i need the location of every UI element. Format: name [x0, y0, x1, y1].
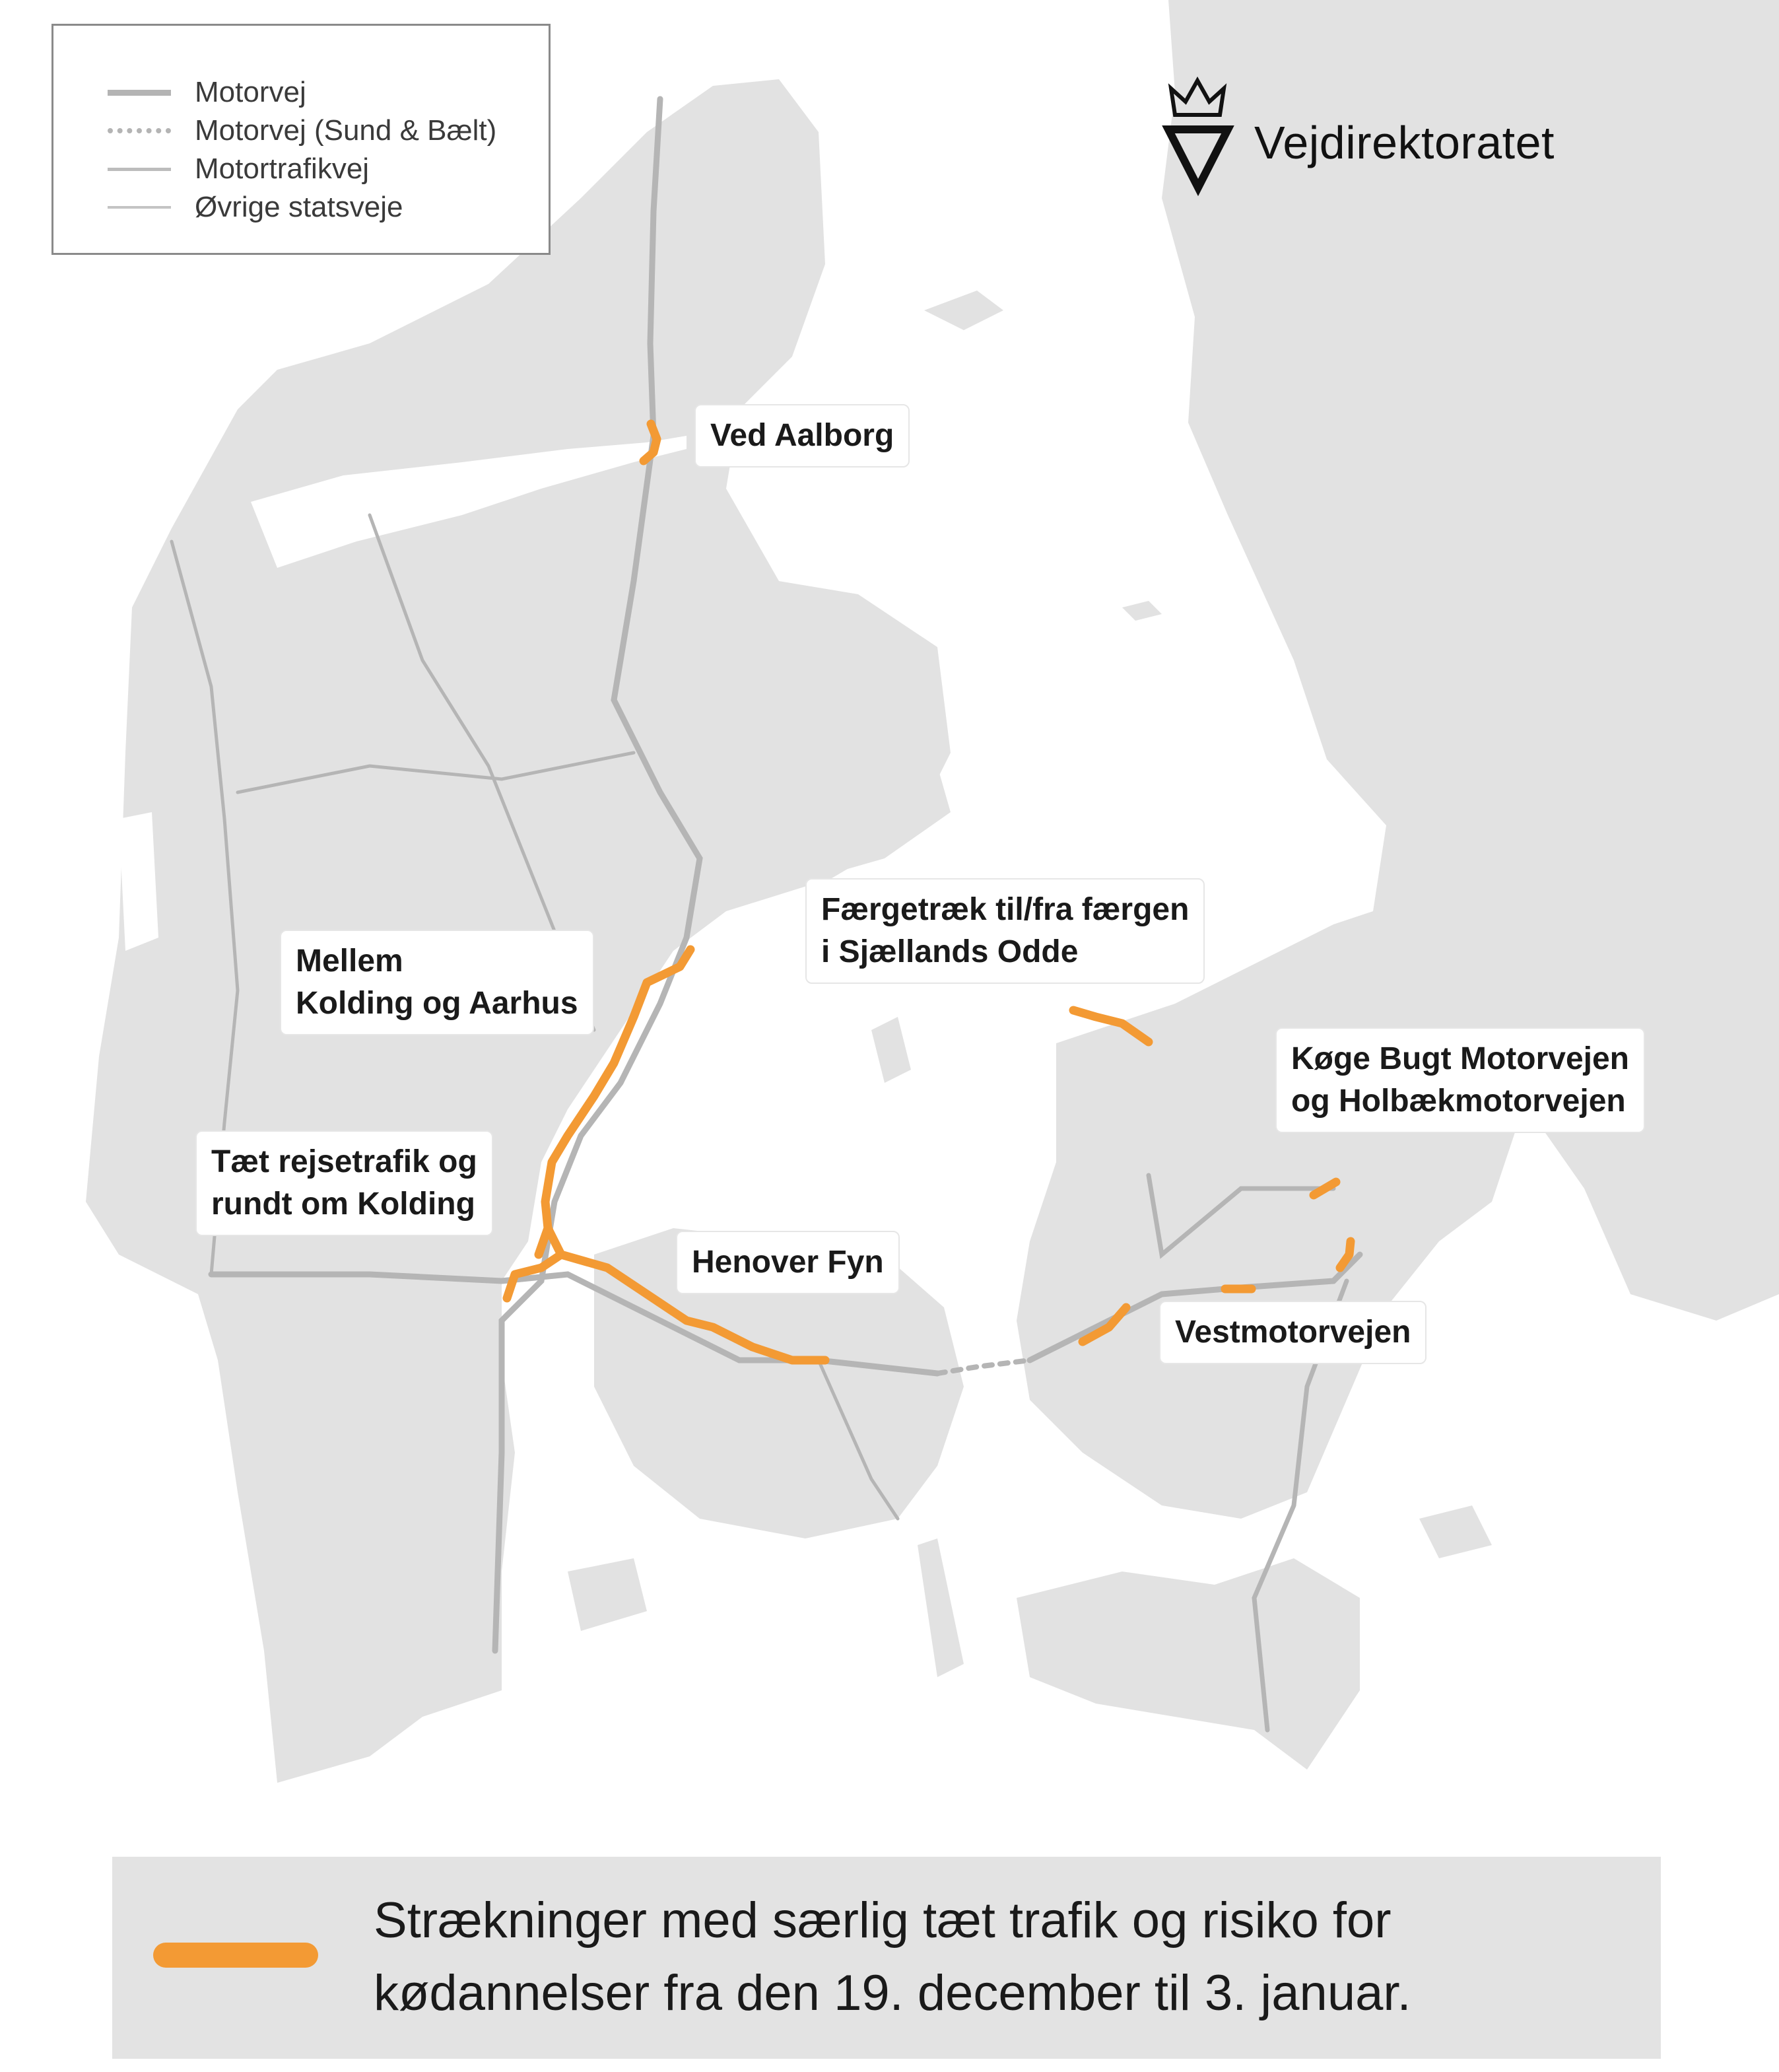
zealand-landmass	[1017, 898, 1518, 1519]
als-island	[568, 1558, 647, 1631]
legend	[51, 24, 551, 255]
samso-island	[871, 1017, 911, 1083]
legend-item-sund-baelt	[108, 112, 496, 150]
label-line: Ved Aalborg	[710, 418, 894, 453]
legend-swatch-sund-baelt	[108, 128, 171, 133]
label-kolding	[195, 1130, 493, 1236]
anholt-island	[1122, 601, 1162, 621]
label-koge	[1275, 1027, 1645, 1133]
footer-legend	[112, 1857, 1661, 2059]
footer-line: Strækninger med særlig tæt trafik og risiko for	[374, 1892, 1392, 1949]
label-line: Mellem	[296, 944, 403, 979]
lolland-falster-landmass	[1017, 1558, 1360, 1770]
vejdirektoratet-logo	[1168, 73, 1630, 198]
mon-island	[1419, 1505, 1492, 1558]
label-line: Køge Bugt Motorvejen	[1291, 1041, 1629, 1076]
legend-label: Motortrafikvej	[195, 153, 370, 185]
label-line: Tæt rejsetrafik og	[211, 1144, 477, 1179]
legend-label: Motorvej (Sund & Bælt)	[195, 114, 497, 147]
legend-label: Øvrige statsveje	[195, 191, 403, 223]
laeso-island	[924, 291, 1003, 330]
label-aalborg	[694, 404, 910, 467]
label-line: Kolding og Aarhus	[296, 986, 578, 1021]
langeland-island	[918, 1538, 964, 1677]
footer-line: kødannelser fra den 19. december til 3. januar.	[374, 1965, 1411, 2021]
legend-item-motortrafikvej	[108, 150, 369, 188]
label-line: Vestmotorvejen	[1175, 1315, 1411, 1350]
label-vest	[1159, 1301, 1427, 1364]
label-kolding-aarhus	[280, 930, 594, 1035]
label-line: rundt om Kolding	[211, 1187, 475, 1222]
legend-label: Motorvej	[195, 76, 306, 108]
ringkobing-fjord-water	[119, 812, 158, 951]
logo-text: Vejdirektoratet	[1254, 117, 1555, 168]
legend-swatch-ovrige	[108, 206, 171, 209]
footer-text	[374, 1884, 1411, 2030]
label-line: i Sjællands Odde	[821, 934, 1079, 969]
label-line: Henover Fyn	[692, 1245, 884, 1280]
legend-item-motorvej	[108, 73, 306, 112]
label-faerge	[805, 878, 1205, 984]
label-fyn	[676, 1231, 900, 1294]
label-line: og Holbækmotorvejen	[1291, 1084, 1626, 1119]
highlight-swatch	[153, 1943, 318, 1968]
legend-item-ovrige	[108, 188, 403, 226]
legend-swatch-motortrafikvej	[108, 168, 171, 171]
legend-swatch-motorvej	[108, 90, 171, 96]
label-line: Færgetræk til/fra færgen	[821, 892, 1190, 927]
